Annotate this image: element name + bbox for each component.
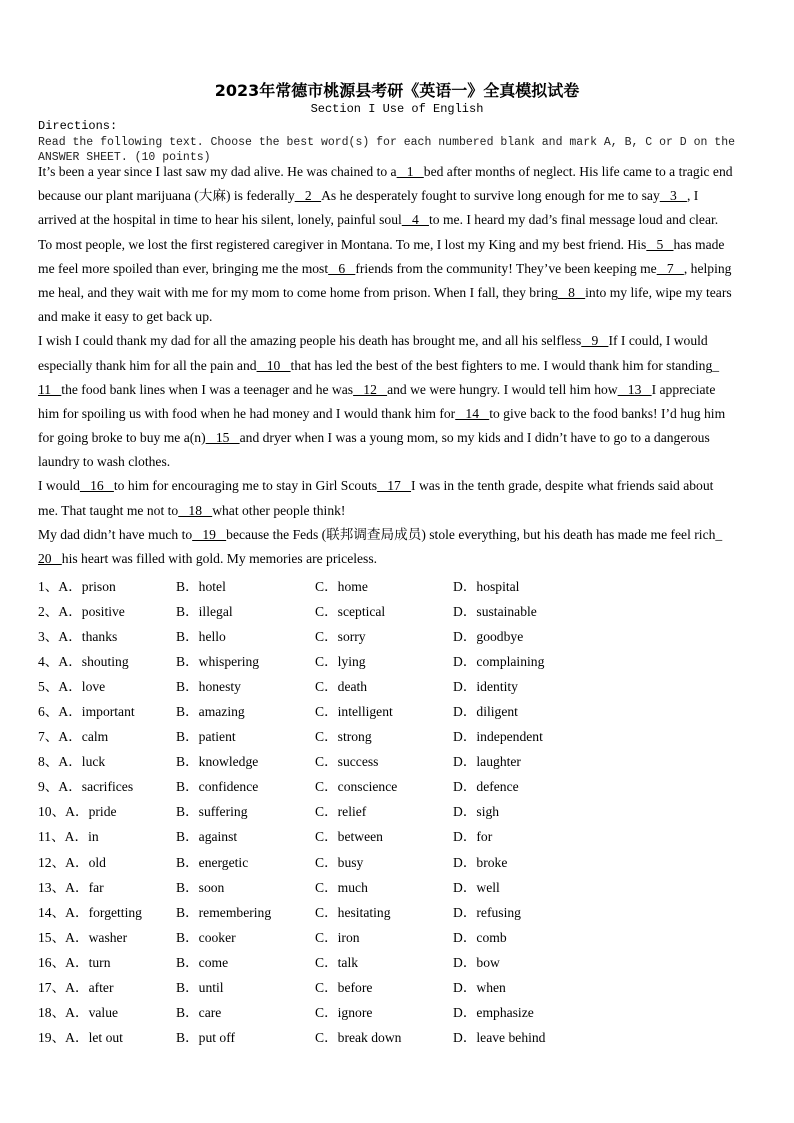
passage-line (38, 525, 768, 549)
passage-line (38, 210, 768, 234)
option-c: C．before (315, 979, 373, 995)
question-options (38, 652, 758, 677)
passage-text: My dad didn’t have much to (38, 526, 193, 542)
question-options (38, 602, 758, 627)
passage-text: because the Feds (联邦调查局成员) stole everything, but his death has made me feel rich_ (226, 526, 723, 542)
passage-line (38, 476, 768, 500)
option-d: D．sustainable (453, 604, 537, 620)
passage-text: to me. I heard my dad’s final message loud and clear. (429, 212, 719, 228)
option-a: 8、A．luck (38, 754, 106, 770)
option-b: B．cooker (176, 929, 236, 945)
option-b: B．come (176, 954, 229, 970)
question-options (38, 1028, 758, 1053)
question-options (38, 903, 758, 928)
option-d: D．laughter (453, 754, 521, 770)
passage-line (38, 428, 768, 452)
question-options (38, 978, 758, 1003)
numbered-blank: 9 (581, 333, 609, 349)
passage-text: and make it easy to get back up. (38, 309, 213, 325)
option-b: B．care (176, 1004, 222, 1020)
numbered-blank: 14 (455, 405, 490, 421)
passage-line (38, 186, 768, 210)
option-c: C．hesitating (315, 904, 391, 920)
option-b: B．hello (176, 629, 226, 645)
option-a: 19、A．let out (38, 1029, 123, 1045)
option-d: D．bow (453, 954, 500, 970)
option-a: 9、A．sacrifices (38, 779, 134, 795)
passage-text: I was in the tenth grade, despite what friends said about (411, 478, 714, 494)
passage-text: especially thank him for all the pain and (38, 357, 257, 373)
option-b: B．illegal (176, 604, 233, 620)
option-d: D．diligent (453, 704, 518, 720)
option-a: 16、A．turn (38, 954, 111, 970)
option-a: 14、A．forgetting (38, 904, 142, 920)
passage-text: To most people, we lost the first registered caregiver in Montana. To me, I lost my King and my best friend. His (38, 236, 647, 252)
passage-text: , helping (683, 260, 732, 276)
option-d: D．independent (453, 729, 543, 745)
numbered-blank: 16 (79, 478, 114, 494)
question-options (38, 827, 758, 852)
passage-text: the food bank lines when I was a teenager and he was (61, 381, 354, 397)
option-b: B．patient (176, 729, 236, 745)
option-c: C．death (315, 679, 368, 695)
passage-text: As he desperately fought to survive long enough for me to say (321, 188, 660, 204)
option-b: B．put off (176, 1029, 236, 1045)
option-d: D．defence (453, 779, 519, 795)
question-options (38, 777, 758, 802)
option-d: D．emphasize (453, 1004, 534, 1020)
question-options (38, 878, 758, 903)
passage-text: that has led the best of the best fighters to me. I would thank him for standing_ (290, 357, 720, 373)
page-title: 2023年常德市桃源县考研《英语一》全真模拟试卷 (214, 81, 580, 100)
option-b: B．until (176, 979, 224, 995)
option-c: C．between (315, 829, 383, 845)
option-d: D．identity (453, 679, 518, 695)
question-options (38, 752, 758, 777)
numbered-blank: 3 (659, 188, 687, 204)
option-a: 5、A．love (38, 679, 106, 695)
option-d: D．leave behind (453, 1029, 546, 1045)
option-c: C．sceptical (315, 604, 386, 620)
question-options (38, 928, 758, 953)
passage-text: to give back to the food banks! I’d hug him (489, 405, 726, 421)
option-d: D．refusing (453, 904, 521, 920)
passage-line (38, 549, 768, 573)
option-b: B．honesty (176, 679, 241, 695)
passage-text: bed after months of neglect. His life came to a tragic end (423, 164, 733, 179)
option-b: B．soon (176, 879, 225, 895)
numbered-blank: 7 (656, 260, 684, 276)
option-c: C．intelligent (315, 704, 393, 720)
option-b: B．whispering (176, 654, 260, 670)
option-d: D．broke (453, 854, 508, 870)
option-d: D．comb (453, 929, 507, 945)
option-a: 3、A．thanks (38, 629, 118, 645)
passage-text: , I (686, 188, 699, 204)
passage-text: me feel more spoiled than ever, bringing me the most (38, 260, 329, 276)
passage-line (38, 235, 768, 259)
passage-text: his heart was filled with gold. My memories are priceless. (61, 551, 378, 566)
option-c: C．relief (315, 804, 367, 820)
numbered-blank: 2 (294, 188, 322, 204)
passage-text: to him for encouraging me to stay in Girl Scouts (113, 478, 378, 494)
passage-line (38, 331, 768, 355)
question-options (38, 1003, 758, 1028)
numbered-blank: 5 (646, 236, 674, 252)
option-c: C．lying (315, 654, 366, 670)
option-c: C．break down (315, 1029, 402, 1045)
passage-text: arrived at the hospital in time to hear his silent, lonely, painful soul (38, 212, 402, 228)
option-d: D．hospital (453, 579, 520, 594)
option-d: D．for (453, 829, 493, 845)
numbered-blank: 13 (617, 381, 652, 397)
passage-line (38, 283, 768, 307)
numbered-blank: 6 (328, 260, 356, 276)
passage-line (38, 259, 768, 283)
question-options (38, 853, 758, 878)
option-a: 11、A．in (38, 829, 99, 845)
option-c: C．ignore (315, 1004, 373, 1020)
passage-text: me. That taught me not to (38, 502, 179, 518)
passage-text: and dryer when I was a young mom, so my kids and I didn’t have to go to a dangerous (239, 430, 710, 446)
directions-label: Directions: (38, 119, 118, 133)
numbered-blank: 20 (38, 551, 62, 566)
option-c: C．much (315, 879, 368, 895)
passage-text: laundry to wash clothes. (38, 454, 171, 470)
option-a: 2、A．positive (38, 604, 125, 620)
option-a: 10、A．pride (38, 804, 117, 820)
numbered-blank: 18 (178, 502, 213, 518)
option-a: 18、A．value (38, 1004, 119, 1020)
numbered-blank: 19 (192, 526, 227, 542)
numbered-blank: 8 (557, 284, 586, 300)
passage-line (38, 162, 768, 186)
numbered-blank: 10 (256, 357, 291, 373)
passage-text: It’s been a year since I last saw my dad alive. He was chained to a (38, 164, 397, 179)
option-a: 4、A．shouting (38, 654, 129, 670)
passage-text: has made (673, 236, 725, 252)
option-b: B．against (176, 829, 238, 845)
option-d: D．sigh (453, 804, 500, 820)
question-options (38, 727, 758, 752)
numbered-blank: 15 (205, 430, 240, 446)
passage-line (38, 452, 768, 476)
option-b: B．remembering (176, 904, 272, 920)
numbered-blank: 12 (353, 381, 388, 397)
question-options (38, 577, 758, 602)
option-a: 7、A．calm (38, 729, 109, 745)
passage-text: because our plant marijuana (大麻) is federally (38, 188, 295, 204)
option-d: D．well (453, 879, 500, 895)
option-a: 17、A．after (38, 979, 114, 995)
option-c: C．conscience (315, 779, 398, 795)
passage-line (38, 404, 768, 428)
passage-text: I appreciate (651, 381, 716, 397)
numbered-blank: 4 (401, 212, 429, 228)
passage-text: I wish I could thank my dad for all the amazing people his death has brought me, and all his selfless (38, 333, 582, 349)
passage-text: I would (38, 478, 80, 494)
option-b: B．energetic (176, 854, 249, 870)
passage-text: me heal, and they wait with me for my mom to come home from prison. When I fall, they bring (38, 284, 558, 300)
option-a: 13、A．far (38, 879, 104, 895)
directions-text: Read the following text. Choose the best word(s) for each numbered blank and mark A, B, C or D on the ANSWER SHEET. (10 points) (38, 136, 736, 164)
passage-text: him for spoiling us with food when he had money and I would thank him for (38, 405, 456, 421)
numbered-blank: 11 (38, 381, 62, 397)
passage-text: and we were hungry. I would tell him how (387, 381, 618, 397)
option-b: B．amazing (176, 704, 245, 720)
section-heading: Section I Use of English (310, 102, 484, 116)
passage-text: If I could, I would (608, 333, 708, 349)
option-c: C．busy (315, 854, 364, 870)
passage-line (38, 307, 768, 331)
option-c: C．talk (315, 954, 359, 970)
cloze-passage (38, 162, 768, 573)
option-c: C．iron (315, 929, 360, 945)
passage-line (38, 380, 768, 404)
option-c: C．sorry (315, 629, 366, 645)
option-d: D．when (453, 979, 506, 995)
option-a: 1、A．prison (38, 579, 116, 594)
passage-text: into my life, wipe my tears (585, 284, 732, 300)
numbered-blank: 1 (396, 164, 424, 179)
question-options (38, 953, 758, 978)
option-b: B．knowledge (176, 754, 259, 770)
option-a: 6、A．important (38, 704, 135, 720)
passage-text: for going broke to buy me a(n) (38, 430, 206, 446)
question-options (38, 627, 758, 652)
answer-options (38, 577, 758, 1053)
option-d: D．complaining (453, 654, 545, 670)
option-b: B．confidence (176, 779, 259, 795)
question-options (38, 802, 758, 827)
option-a: 12、A．old (38, 854, 106, 870)
option-c: C．strong (315, 729, 372, 745)
option-c: C．success (315, 754, 379, 770)
question-options (38, 702, 758, 727)
option-a: 15、A．washer (38, 929, 128, 945)
passage-text: what other people think! (212, 502, 346, 518)
passage-text: friends from the community! They’ve been keeping me (355, 260, 657, 276)
question-options (38, 677, 758, 702)
numbered-blank: 17 (377, 478, 412, 494)
option-b: B．suffering (176, 804, 248, 820)
passage-line (38, 501, 768, 525)
option-d: D．goodbye (453, 629, 524, 645)
option-b: B．hotel (176, 579, 226, 594)
passage-line (38, 356, 768, 380)
option-c: C．home (315, 579, 368, 594)
